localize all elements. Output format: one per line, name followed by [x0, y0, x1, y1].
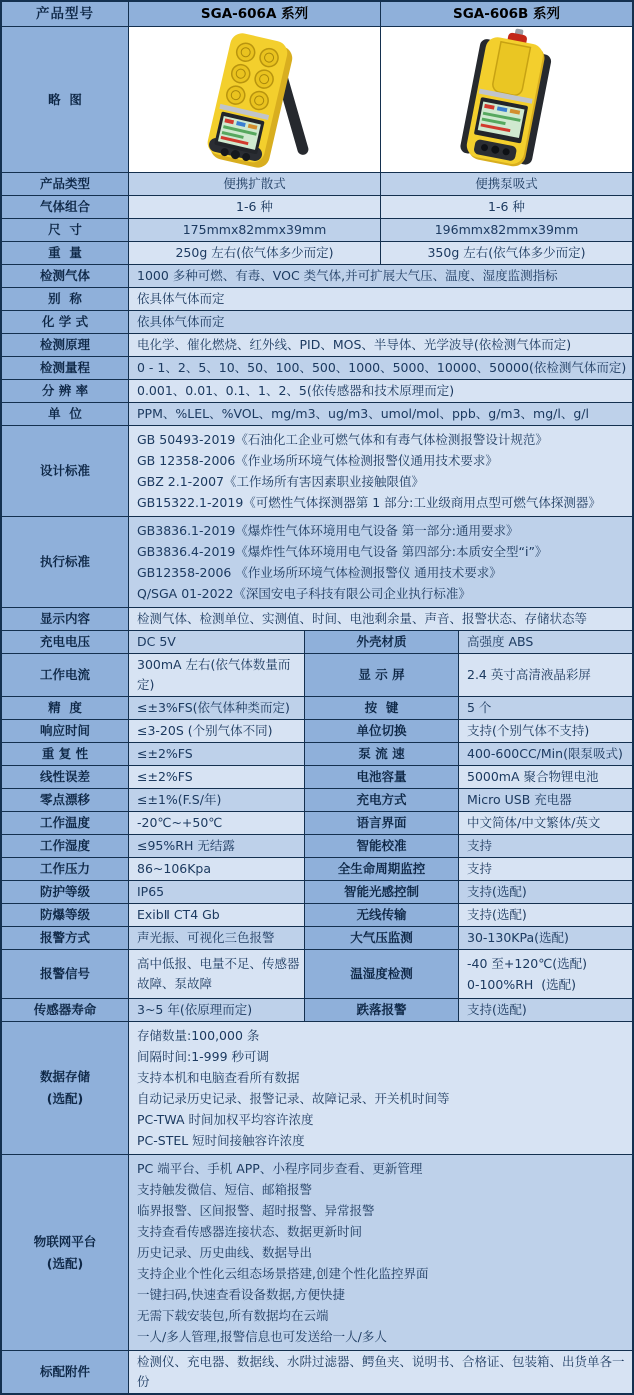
row-label: 充电电压 — [2, 631, 128, 653]
row-label-2: 显 示 屏 — [304, 654, 458, 696]
sketch-row — [2, 26, 632, 172]
value-b: 1-6 种 — [380, 196, 632, 218]
row-value: 3~5 年(依原理而定) — [128, 999, 304, 1021]
row-label: 精 度 — [2, 697, 128, 719]
row-label: 设计标准 — [2, 426, 128, 516]
row-label: 产品类型 — [2, 173, 128, 195]
row-value-2: Micro USB 充电器 — [458, 789, 632, 811]
row-value-list — [128, 1155, 632, 1350]
row-label-2: 无线传输 — [304, 904, 458, 926]
table-row-units — [2, 402, 632, 425]
row-label: 响应时间 — [2, 720, 128, 742]
standard-line: GB 50493-2019《石油化工企业可燃气体和有毒气体检测报警设计规范》 — [137, 432, 548, 447]
row-value: ≤±1%(F.S/年) — [128, 789, 304, 811]
row-value-2: 2.4 英寸高清液晶彩屏 — [458, 654, 632, 696]
table-row-response-time — [2, 719, 632, 742]
table-row-accessories — [2, 1350, 632, 1393]
row-label-line: 数据存储 — [39, 1069, 90, 1084]
row-value-2: 支持 — [458, 858, 632, 880]
row-value: ExibⅡ CT4 Gb — [128, 904, 304, 926]
feature-line: 临界报警、区间报警、超时报警、异常报警 — [137, 1203, 375, 1218]
row-value: 1000 多种可燃、有毒、VOC 类气体,并可扩展大气压、温度、湿度监测指标 — [128, 265, 632, 287]
row-label: 显示内容 — [2, 608, 128, 630]
table-row-alarm-signal — [2, 949, 632, 998]
feature-line: 支持查看传感器连接状态、数据更新时间 — [137, 1224, 363, 1239]
row-label: 单 位 — [2, 403, 128, 425]
row-value: 0.001、0.01、0.1、1、2、5(依传感器和技术原理而定) — [128, 380, 632, 402]
feature-line: 历史记录、历史曲线、数据导出 — [137, 1245, 313, 1260]
row-value: ≤±3%FS(依气体种类而定) — [128, 697, 304, 719]
standard-line: Q/SGA 01-2022《深国安电子科技有限公司企业执行标准》 — [137, 586, 471, 601]
table-row-design-standards — [2, 425, 632, 516]
row-value-2: 高强度 ABS — [458, 631, 632, 653]
value-line: -40 至+120℃(选配) — [467, 956, 588, 971]
table-row-display-content — [2, 607, 632, 630]
row-value-2: 支持(选配) — [458, 904, 632, 926]
row-label: 工作电流 — [2, 654, 128, 696]
row-value-2: 400-600CC/Min(限泵吸式) — [458, 743, 632, 765]
row-label — [2, 1155, 128, 1350]
row-label: 传感器寿命 — [2, 999, 128, 1021]
standard-line: GB3836.1-2019《爆炸性气体环境用电气设备 第一部分:通用要求》 — [137, 523, 519, 538]
row-label-2: 智能校准 — [304, 835, 458, 857]
row-value-list — [128, 426, 632, 516]
feature-line: PC-STEL 短时间接触容许浓度 — [137, 1133, 305, 1148]
row-value-2: 支持 — [458, 835, 632, 857]
feature-line: PC-TWA 时间加权平均容许浓度 — [137, 1112, 314, 1127]
value-a: 便携扩散式 — [128, 173, 380, 195]
feature-line: 支持企业个性化云组态场景搭建,创建个性化监控界面 — [137, 1266, 429, 1281]
table-row-explosion-proof-rating — [2, 903, 632, 926]
row-value: 声光振、可视化三色报警 — [128, 927, 304, 949]
standard-line: GB12358-2006 《作业场所环境气体检测报警仪 通用技术要求》 — [137, 565, 502, 580]
table-row-alias — [2, 287, 632, 310]
table-row-working-temperature — [2, 811, 632, 834]
device-photo-cell-a — [128, 27, 380, 172]
row-label: 线性误差 — [2, 766, 128, 788]
row-label: 别 称 — [2, 288, 128, 310]
table-row-data-storage — [2, 1021, 632, 1154]
table-row-sensor-life — [2, 998, 632, 1021]
device-photo-cell-b — [380, 27, 632, 172]
device-image-sga-606a-icon — [130, 28, 380, 171]
row-label: 报警信号 — [2, 950, 128, 998]
header-series-a: SGA-606A 系列 — [128, 2, 380, 26]
header-series-b: SGA-606B 系列 — [380, 2, 632, 26]
row-label: 零点漂移 — [2, 789, 128, 811]
row-value-2: 5000mA 聚合物锂电池 — [458, 766, 632, 788]
row-value: ≤±2%FS — [128, 743, 304, 765]
feature-line: PC 端平台、手机 APP、小程序同步查看、更新管理 — [137, 1161, 423, 1176]
row-value: 0 - 1、2、5、10、50、100、500、1000、5000、10000、50000(依检测气体而定) — [128, 357, 632, 379]
row-value-list — [128, 517, 632, 607]
standard-line: GBZ 2.1-2007《工作场所有害因素职业接触限值》 — [137, 474, 425, 489]
table-row-zero-drift — [2, 788, 632, 811]
table-row-detected-gases — [2, 264, 632, 287]
standard-line: GB 12358-2006《作业场所环境气体检测报警仪通用技术要求》 — [137, 453, 498, 468]
row-label: 工作温度 — [2, 812, 128, 834]
row-label: 标配附件 — [2, 1351, 128, 1393]
row-label-2: 电池容量 — [304, 766, 458, 788]
row-label-2: 大气压监测 — [304, 927, 458, 949]
row-value-2: 5 个 — [458, 697, 632, 719]
table-row-iot-platform — [2, 1154, 632, 1350]
row-label-line: 物联网平台 — [33, 1233, 97, 1249]
row-label-line: (选配) — [46, 1091, 84, 1106]
feature-line: 间隔时间:1-999 秒可调 — [137, 1049, 270, 1064]
value-b: 350g 左右(依气体多少而定) — [380, 242, 632, 264]
row-label-2: 温湿度检测 — [304, 950, 458, 998]
row-label: 工作压力 — [2, 858, 128, 880]
table-row-protection-rating — [2, 880, 632, 903]
row-value: ≤±2%FS — [128, 766, 304, 788]
table-row-working-humidity — [2, 834, 632, 857]
table-row-weight — [2, 241, 632, 264]
table-row-detection-principle — [2, 333, 632, 356]
row-label: 尺 寸 — [2, 219, 128, 241]
row-label-2: 跌落报警 — [304, 999, 458, 1021]
row-label-2: 语言界面 — [304, 812, 458, 834]
row-label: 分 辨 率 — [2, 380, 128, 402]
row-value-2: 支持(选配) — [458, 999, 632, 1021]
row-value: ≤95%RH 无结露 — [128, 835, 304, 857]
row-value-2: 支持(个别气体不支持) — [458, 720, 632, 742]
row-label: 检测原理 — [2, 334, 128, 356]
table-row-detection-range — [2, 356, 632, 379]
row-value: 依具体气体而定 — [128, 311, 632, 333]
value-line: 0-100%RH (选配) — [467, 977, 576, 992]
row-value: 86~106Kpa — [128, 858, 304, 880]
row-label: 检测气体 — [2, 265, 128, 287]
table-row-working-pressure — [2, 857, 632, 880]
value-b: 便携泵吸式 — [380, 173, 632, 195]
value-a: 250g 左右(依气体多少而定) — [128, 242, 380, 264]
row-value: 高中低报、电量不足、传感器故障、泵故障 — [128, 950, 304, 998]
row-label: 报警方式 — [2, 927, 128, 949]
table-header-row — [2, 2, 632, 26]
table-row-gas-combination — [2, 195, 632, 218]
row-label: 防爆等级 — [2, 904, 128, 926]
table-row-linearity-error — [2, 765, 632, 788]
row-value: PPM、%LEL、%VOL、mg/m3、ug/m3、umol/mol、ppb、g/m3、mg/l、g/l — [128, 403, 632, 425]
feature-line: 存储数量:100,000 条 — [137, 1028, 260, 1043]
table-row-charge-voltage — [2, 630, 632, 653]
value-a: 175mmx82mmx39mm — [128, 219, 380, 241]
row-label-2: 按 键 — [304, 697, 458, 719]
feature-line: 支持本机和电脑查看所有数据 — [137, 1070, 300, 1085]
row-value: DC 5V — [128, 631, 304, 653]
row-label: 检测量程 — [2, 357, 128, 379]
table-row-accuracy — [2, 696, 632, 719]
value-b: 196mmx82mmx39mm — [380, 219, 632, 241]
row-value: -20℃~+50℃ — [128, 812, 304, 834]
feature-line: 一人/多人管理,报警信息也可发送给一人/多人 — [137, 1329, 387, 1344]
row-value-2 — [458, 950, 632, 998]
row-label-2: 单位切换 — [304, 720, 458, 742]
row-label-2: 智能光感控制 — [304, 881, 458, 903]
row-value: ≤3-20S (个别气体不同) — [128, 720, 304, 742]
header-product-model: 产品型号 — [2, 2, 128, 26]
table-row-exec-standards — [2, 516, 632, 607]
row-value-2: 中文简体/中文繁体/英文 — [458, 812, 632, 834]
value-a: 1-6 种 — [128, 196, 380, 218]
table-row-product-type — [2, 172, 632, 195]
feature-line: 无需下载安装包,所有数据均在云端 — [137, 1308, 329, 1323]
table-row-chemical-formula — [2, 310, 632, 333]
row-label-2: 全生命周期监控 — [304, 858, 458, 880]
row-value-list — [128, 1022, 632, 1154]
row-value-2: 30-130KPa(选配) — [458, 927, 632, 949]
row-label: 重 量 — [2, 242, 128, 264]
row-label-2: 泵 流 速 — [304, 743, 458, 765]
standard-line: GB15322.1-2019《可燃性气体探测器第 1 部分:工业级商用点型可燃气体探测器》 — [137, 495, 601, 510]
table-row-working-current — [2, 653, 632, 696]
row-value: 检测气体、检测单位、实测值、时间、电池剩余量、声音、报警状态、存储状态等 — [128, 608, 632, 630]
table-row-alarm-mode — [2, 926, 632, 949]
row-label: 工作湿度 — [2, 835, 128, 857]
row-value: IP65 — [128, 881, 304, 903]
row-label-line: (选配) — [46, 1255, 84, 1271]
row-label-2: 外壳材质 — [304, 631, 458, 653]
row-label: 执行标准 — [2, 517, 128, 607]
row-label: 重 复 性 — [2, 743, 128, 765]
row-value-2: 支持(选配) — [458, 881, 632, 903]
table-row-resolution — [2, 379, 632, 402]
row-label: 气体组合 — [2, 196, 128, 218]
row-value: 电化学、催化燃烧、红外线、PID、MOS、半导体、光学波导(依检测气体而定) — [128, 334, 632, 356]
row-label: 化 学 式 — [2, 311, 128, 333]
feature-line: 自动记录历史记录、报警记录、故障记录、开关机时间等 — [137, 1091, 450, 1106]
feature-line: 一键扫码,快速查看设备数据,方便快捷 — [137, 1287, 345, 1302]
row-value: 检测仪、充电器、数据线、水阱过滤器、鳄鱼夹、说明书、合格证、包装箱、出货单各一份 — [128, 1351, 632, 1393]
row-label: 防护等级 — [2, 881, 128, 903]
standard-line: GB3836.4-2019《爆炸性气体环境用电气设备 第四部分:本质安全型“i”》 — [137, 544, 548, 559]
row-label — [2, 1022, 128, 1154]
device-image-sga-606b-icon — [382, 28, 632, 171]
row-label-2: 充电方式 — [304, 789, 458, 811]
table-row-dimensions — [2, 218, 632, 241]
table-row-repeatability — [2, 742, 632, 765]
row-value: 依具体气体而定 — [128, 288, 632, 310]
feature-line: 支持触发微信、短信、邮箱报警 — [137, 1182, 313, 1197]
sketch-label: 略 图 — [2, 27, 128, 172]
row-value: 300mA 左右(依气体数量而定) — [128, 654, 304, 696]
